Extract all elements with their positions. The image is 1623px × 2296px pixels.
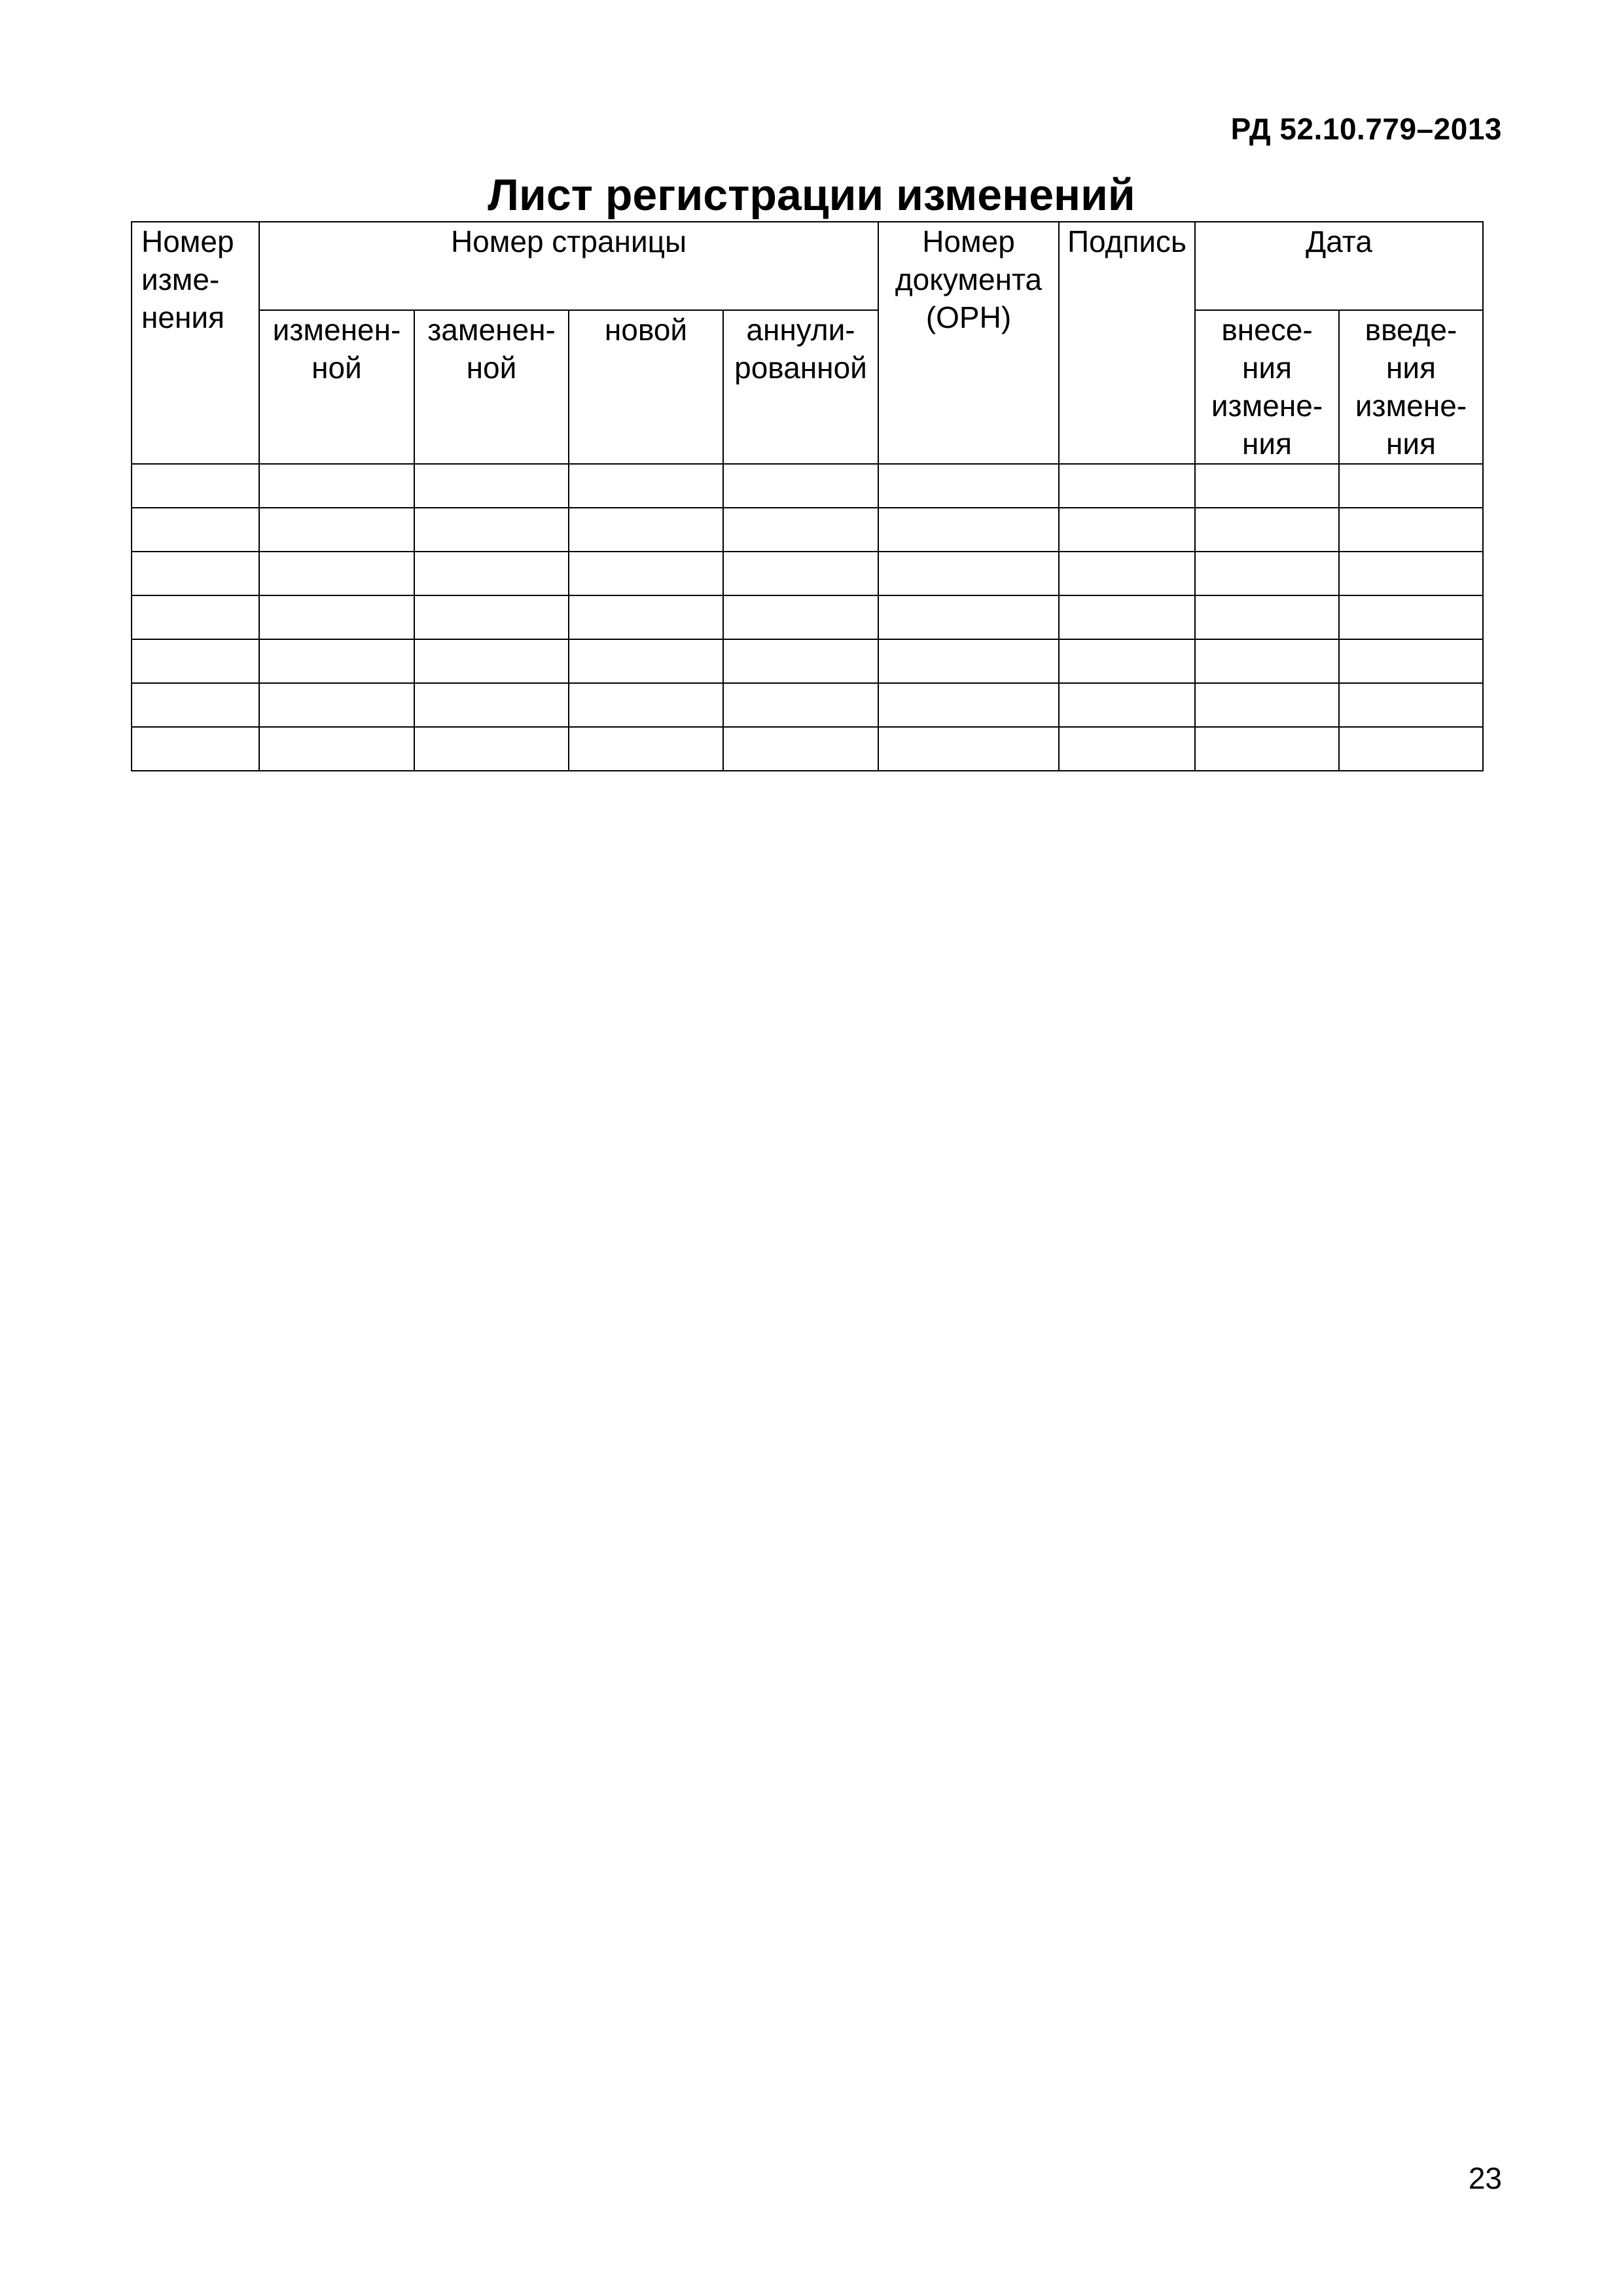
table-cell — [132, 552, 259, 595]
table-cell — [259, 639, 414, 683]
table-cell — [1339, 464, 1483, 508]
table-cell — [723, 508, 878, 552]
table-row — [132, 639, 1483, 683]
table-cell — [414, 639, 569, 683]
table-cell — [723, 464, 878, 508]
table-cell — [569, 508, 723, 552]
table-cell — [723, 683, 878, 727]
table-cell — [414, 727, 569, 771]
table-cell — [1195, 727, 1339, 771]
table-cell — [878, 508, 1059, 552]
table-cell — [1059, 595, 1195, 639]
table-cell — [132, 508, 259, 552]
sub-new-header: новой — [569, 310, 723, 464]
table-cell — [1195, 552, 1339, 595]
table-cell — [259, 727, 414, 771]
table-cell — [1339, 508, 1483, 552]
table-cell — [569, 552, 723, 595]
table-cell — [259, 508, 414, 552]
sub-replaced-header: заменен- ной — [414, 310, 569, 464]
table-cell — [878, 683, 1059, 727]
table-cell — [878, 727, 1059, 771]
table-cell — [132, 639, 259, 683]
table-row — [132, 727, 1483, 771]
table-cell — [1059, 683, 1195, 727]
table-cell — [1339, 552, 1483, 595]
table-cell — [132, 683, 259, 727]
table-cell — [414, 595, 569, 639]
table-cell — [1195, 639, 1339, 683]
table-cell — [1339, 595, 1483, 639]
sub-date-effective-header: введе- ния измене- ния — [1339, 310, 1483, 464]
page-number: 23 — [1468, 2161, 1502, 2195]
table-cell — [1195, 683, 1339, 727]
table-cell — [414, 464, 569, 508]
col-change-number-header: Номер изме- нения — [132, 222, 259, 464]
group-date-header: Дата — [1195, 222, 1483, 310]
table-cell — [259, 683, 414, 727]
table-row — [132, 595, 1483, 639]
table-cell — [1339, 639, 1483, 683]
table-cell — [723, 595, 878, 639]
table-cell — [414, 552, 569, 595]
table-cell — [569, 683, 723, 727]
table-cell — [569, 727, 723, 771]
table-cell — [1059, 464, 1195, 508]
group-page-number-header: Номер страницы — [259, 222, 878, 310]
table-cell — [414, 683, 569, 727]
table-cell — [1195, 508, 1339, 552]
col-document-number-header: Номер документа (ОРН) — [878, 222, 1059, 464]
table-cell — [1195, 595, 1339, 639]
table-row — [132, 508, 1483, 552]
table-cell — [414, 508, 569, 552]
sub-annulled-header: аннули- рованной — [723, 310, 878, 464]
table-cell — [1195, 464, 1339, 508]
table-row — [132, 464, 1483, 508]
sub-date-entry-header: внесе- ния измене- ния — [1195, 310, 1339, 464]
document-code: РД 52.10.779–2013 — [1230, 112, 1502, 146]
page-title: Лист регистрации изменений — [488, 170, 1135, 220]
table-cell — [878, 464, 1059, 508]
table-cell — [132, 595, 259, 639]
table-cell — [878, 639, 1059, 683]
sub-changed-header: изменен- ной — [259, 310, 414, 464]
table-cell — [1339, 727, 1483, 771]
table-row — [132, 552, 1483, 595]
table-cell — [569, 595, 723, 639]
table-cell — [1059, 639, 1195, 683]
table-cell — [259, 552, 414, 595]
table-cell — [723, 552, 878, 595]
table-cell — [1059, 727, 1195, 771]
table-cell — [723, 639, 878, 683]
table-cell — [132, 727, 259, 771]
table-cell — [259, 464, 414, 508]
table-cell — [569, 464, 723, 508]
table-cell — [569, 639, 723, 683]
change-registration-table — [131, 221, 1484, 771]
table-body — [132, 464, 1483, 771]
table-cell — [1339, 683, 1483, 727]
table-cell — [878, 552, 1059, 595]
table-cell — [1059, 508, 1195, 552]
table-cell — [723, 727, 878, 771]
table-cell — [1059, 552, 1195, 595]
table-row — [132, 683, 1483, 727]
table-cell — [259, 595, 414, 639]
table-cell — [878, 595, 1059, 639]
col-signature-header: Подпись — [1059, 222, 1195, 464]
table-cell — [132, 464, 259, 508]
